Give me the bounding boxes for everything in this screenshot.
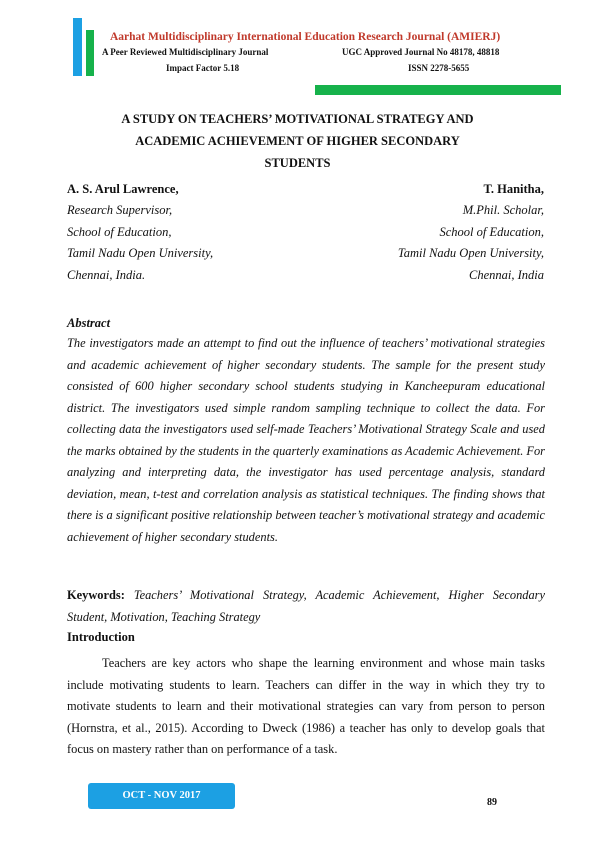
issue-badge: OCT - NOV 2017 [88, 783, 235, 809]
peer-reviewed-line: A Peer Reviewed Multidisciplinary Journal [102, 47, 269, 57]
author-2-name: T. Hanitha, [483, 182, 544, 196]
affiliation-line: School of Education, [67, 224, 172, 239]
author-1-name: A. S. Arul Lawrence, [67, 182, 179, 196]
paper-title-line: STUDENTS [264, 156, 331, 170]
keywords [67, 585, 545, 628]
abstract-heading: Abstract [67, 316, 111, 330]
affiliation-line: School of Education, [439, 224, 544, 239]
header-blue-bar [73, 18, 82, 76]
author-2-affiliation [398, 200, 544, 286]
paper-title-line: A STUDY ON TEACHERS’ MOTIVATIONAL STRATEGY AND [121, 112, 474, 126]
impact-factor: Impact Factor 5.18 [166, 63, 240, 73]
affiliation-line: M.Phil. Scholar, [462, 203, 544, 217]
affiliation-line: Chennai, India. [67, 267, 146, 282]
abstract-text: The investigators made an attempt to find out the influence of teachers’ motivational strategies and academic achievement of higher secondary students. The sample for the present study consisted of 600 higher secondary school students studying in Kancheepuram educational district. The investigators used simple random sampling technique to collect the data. For collecting data the investigators used self-made Teachers’ Motivational Strategy Scale and used the marks obtained by the students in the quarterly examinations as Academic Achievement. For analyzing and interpreting data, the investigator has used percentage analysis, standard deviation, mean, t-test and correlation analysis as statistical techniques. The finding shows that there is a significant positive relationship between teacher’s motivational strategy and academic achievement of higher secondary students. [67, 336, 545, 544]
header-green-bar-vertical [86, 30, 94, 76]
paper-title-line: ACADEMIC ACHIEVEMENT OF HIGHER SECONDARY [135, 134, 460, 148]
keywords-label: Keywords: [67, 588, 125, 602]
page-number: 89 [487, 797, 497, 808]
affiliation-line: Chennai, India [469, 267, 544, 282]
affiliation-line: Research Supervisor, [67, 203, 173, 217]
issn: ISSN 2278-5655 [408, 63, 470, 73]
header-green-bar-horizontal [315, 85, 561, 95]
ugc-line: UGC Approved Journal No 48178, 48818 [342, 47, 500, 57]
journal-title: Aarhat Multidisciplinary International Education Research Journal (AMIERJ) [110, 31, 501, 43]
paper-title [0, 108, 595, 174]
introduction-heading: Introduction [67, 630, 135, 644]
introduction-text: Teachers are key actors who shape the learning environment and whose main tasks include motivating students to learn. Teachers can differ in the way in which they try to motivate students to learn and their motivational strategies can vary from person to person (Hornstra, et al., 2015). According to Dweck (1986) a teacher has only to develop goals that focus on mastery rather than on performance of a task. [67, 656, 545, 756]
keywords-text: Teachers’ Motivational Strategy, Academic Achievement, Higher Secondary Student, Motivation, Teaching Strategy [67, 588, 545, 624]
affiliation-line: Tamil Nadu Open University, [397, 246, 544, 260]
author-1-affiliation [67, 200, 213, 286]
affiliation-line: Tamil Nadu Open University, [67, 246, 214, 260]
